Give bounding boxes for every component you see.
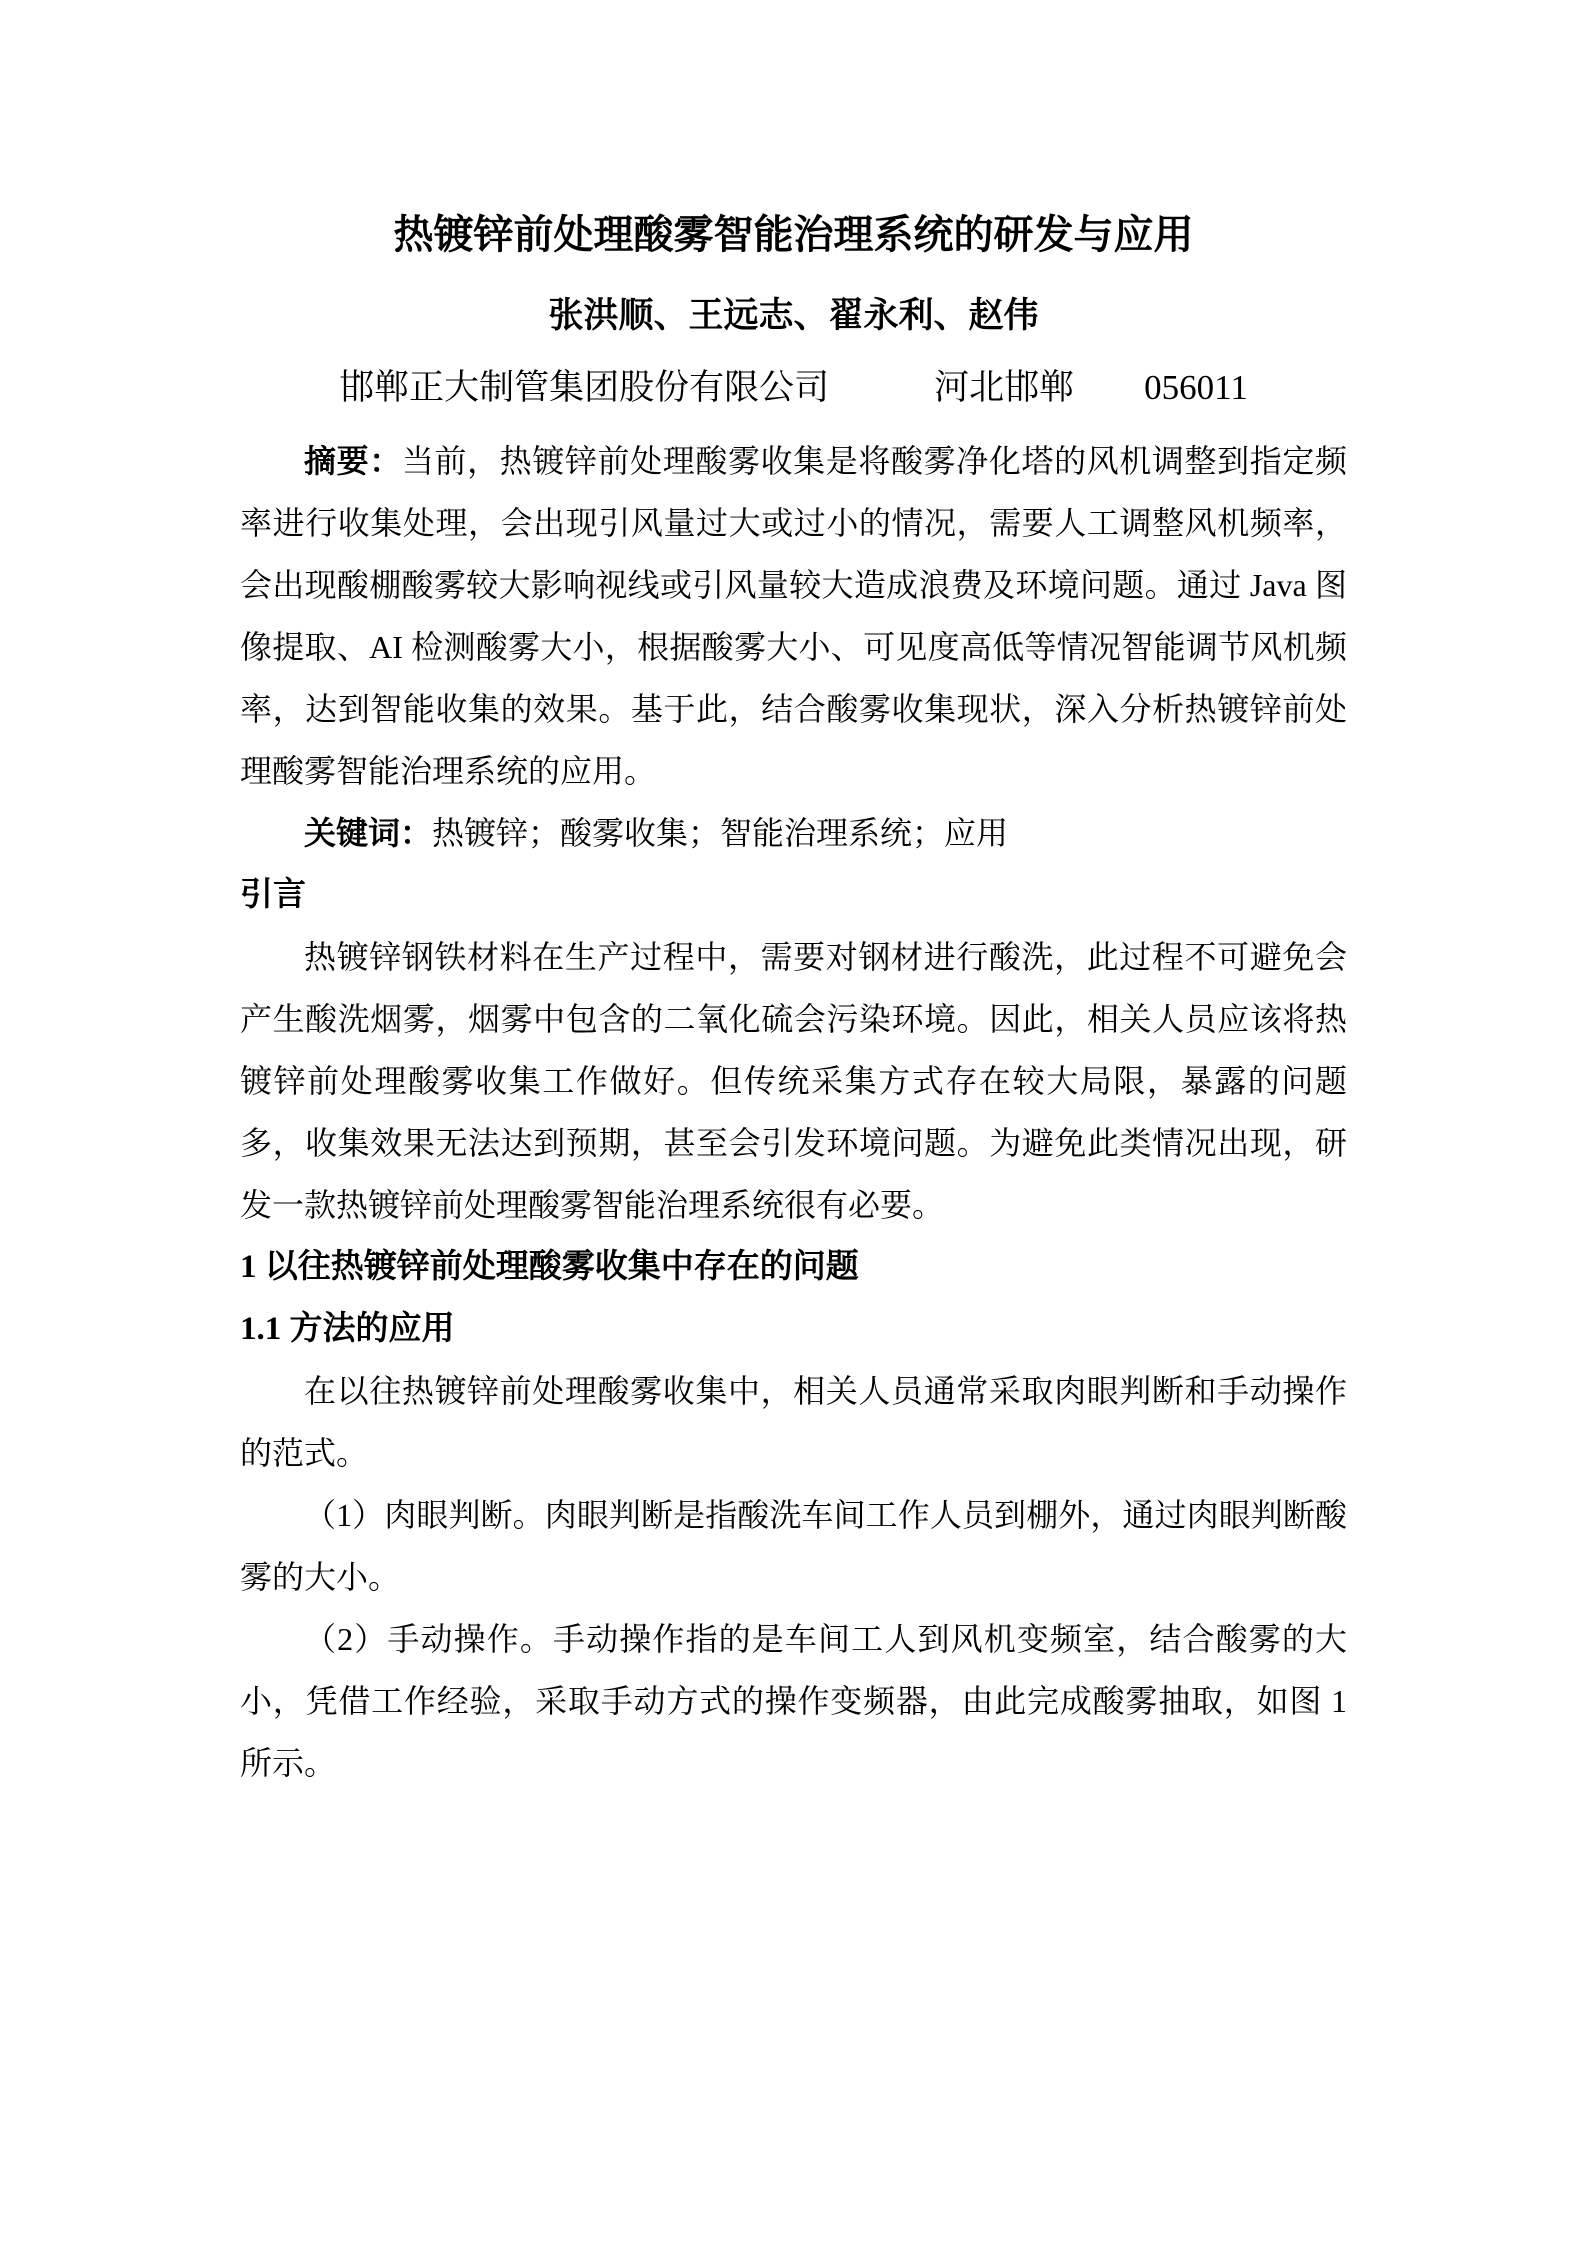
affiliation-line: 邯郸正大制管集团股份有限公司 河北邯郸 056011	[339, 368, 1248, 407]
section-1-heading: 1 以往热镀锌前处理酸雾收集中存在的问题	[240, 1249, 859, 1285]
keywords-label: 关键词：	[304, 815, 433, 851]
section-1-1-paragraph-2: （1）肉眼判断。肉眼判断是指酸洗车间工作人员到棚外，通过肉眼判断酸雾的大小。	[240, 1497, 1347, 1595]
section-1-1-paragraph-1: 在以往热镀锌前处理酸雾收集中，相关人员通常采取肉眼判断和手动操作的范式。	[240, 1373, 1347, 1471]
intro-heading: 引言	[240, 877, 306, 913]
keywords-paragraph	[240, 802, 1347, 864]
section-1-1-paragraph-3: （2）手动操作。手动操作指的是车间工人到风机变频室，结合酸雾的大小，凭借工作经验，采取手动方式的操作变频器，由此完成酸雾抽取，如图 1 所示。	[240, 1621, 1347, 1781]
keywords-text: 热镀锌；酸雾收集；智能治理系统；应用	[432, 815, 1009, 851]
section-1-1-heading: 1.1 方法的应用	[240, 1311, 455, 1347]
abstract-label: 摘要：	[304, 443, 402, 479]
abstract-text: 当前，热镀锌前处理酸雾收集是将酸雾净化塔的风机调整到指定频率进行收集处理，会出现引风量过大或过小的情况，需要人工调整风机频率，会出现酸棚酸雾较大影响视线或引风量较大造成浪费及环境问题。通过 Java 图像提取、AI 检测酸雾大小，根据酸雾大小、可见度高低等情况智能调节风机频率，达到智能收集的效果。基于此，结合酸雾收集现状，深入分析热镀锌前处理酸雾智能治理系统的应用。	[240, 443, 1347, 789]
intro-paragraph: 热镀锌钢铁材料在生产过程中，需要对钢材进行酸洗，此过程不可避免会产生酸洗烟雾，烟雾中包含的二氧化硫会污染环境。因此，相关人员应该将热镀锌前处理酸雾收集工作做好。但传统采集方式存在较大局限，暴露的问题多，收集效果无法达到预期，甚至会引发环境问题。为避免此类情况出现，研发一款热镀锌前处理酸雾智能治理系统很有必要。	[240, 939, 1347, 1223]
abstract-paragraph	[240, 430, 1347, 802]
paper-title: 热镀锌前处理酸雾智能治理系统的研发与应用	[393, 212, 1194, 257]
authors-line: 张洪顺、王远志、翟永利、赵伟	[548, 296, 1039, 335]
